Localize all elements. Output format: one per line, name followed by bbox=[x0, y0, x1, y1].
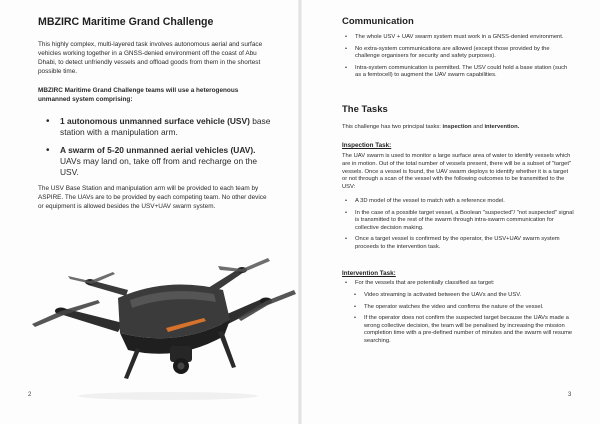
page-title: MBZIRC Maritime Grand Challenge bbox=[38, 16, 214, 28]
inspection-heading: Inspection Task: bbox=[342, 142, 392, 149]
list-item: • In the case of a possible target vessel, a Boolean "suspected"/ "not suspected" signal is transmitted to the rest of the swarm through intra-swarm communication for collective decision making. bbox=[342, 210, 574, 233]
list-item: • No extra-system communications are allowed (except those provided by the challenge organisers for security and safety purposes). bbox=[342, 46, 574, 61]
list-item: • Intra-system communication is permitted. The USV could hold a base station (such as a femtocell) to augment the UAV swarm capabilities. bbox=[342, 65, 574, 80]
item-text: UAVs may land on, take off from and recharge on the USV. bbox=[60, 156, 258, 177]
page-number: 2 bbox=[28, 392, 32, 398]
list-item: • A 3D model of the vessel to match with a reference model. bbox=[342, 198, 574, 206]
communication-heading: Communication bbox=[342, 16, 414, 27]
item-text: base station with a manipulation arm. bbox=[60, 116, 271, 137]
tasks-intro-text: This challenge has two principal tasks: bbox=[342, 124, 443, 130]
inspection-body: The UAV swarm is used to monitor a large surface area of water to identify vessels which are in motion. Out of the total number of vessels present, there will be a subset of "target" vessels. Once a vessel is found, the UAV swarm deploys to identify whether it is a target or not through a scan of the vessel with the following outcomes to be transmitted to the USV: bbox=[342, 153, 572, 191]
tasks-heading: The Tasks bbox=[342, 104, 388, 115]
teams-heading: MBZIRC Maritime Grand Challenge teams will use a heterogenous unmanned system comprising: bbox=[38, 87, 239, 103]
tasks-intro bbox=[342, 124, 574, 132]
page-number: 3 bbox=[568, 392, 572, 398]
intervention-lead-list bbox=[342, 280, 574, 292]
list-item: • Video streaming is activated between the UAVs and the USV. bbox=[342, 292, 574, 300]
list-item: • Once a target vessel is confirmed by the operator, the USV+UAV swarm system proceeds to the intervention task. bbox=[342, 236, 574, 251]
footer-paragraph: The USV Base Station and manipulation arm will be provided to each team by ASPIRE. The UAVs are to be provided by each competing team. No other device or equipment is allowed besides the USV+UAV swarm system. bbox=[38, 185, 267, 210]
inspection-list bbox=[342, 198, 574, 256]
item-bold-text: 1 autonomous unmanned surface vehicle (USV) bbox=[60, 116, 250, 126]
tasks-intro-inspection: inspection bbox=[442, 124, 472, 130]
tasks-intro-intervention: intervention. bbox=[484, 124, 520, 130]
tasks-intro-and: and bbox=[471, 124, 485, 130]
list-item: • For the vessels that are potentially classified as target: bbox=[342, 280, 574, 288]
communication-list bbox=[342, 34, 574, 84]
list-item: • The operator watches the video and confirms the nature of the vessel. bbox=[342, 304, 574, 312]
intervention-heading: Intervention Task: bbox=[342, 270, 396, 277]
list-item: • The whole USV + UAV swarm system must work in a GNSS-denied environment. bbox=[342, 34, 574, 42]
intro-paragraph: This highly complex, multi-layered task involves autonomous aerial and surface vehicles working together in a GNSS-denied environment off the coast of Abu Dhabi, to detect unfriendly vessels and offload goods from them in the shortest possible time. bbox=[38, 41, 263, 75]
intervention-list bbox=[342, 292, 574, 350]
item-bold-text: A swarm of 5-20 unmanned aerial vehicles (UAV). bbox=[60, 145, 256, 155]
list-item: • If the operator does not confirm the suspected target because the UAVs made a wrong collective decision, the team will be penalised by increasing the mission completion time with a pre-defined number of minutes and the swarm will resume searching. bbox=[342, 315, 574, 345]
